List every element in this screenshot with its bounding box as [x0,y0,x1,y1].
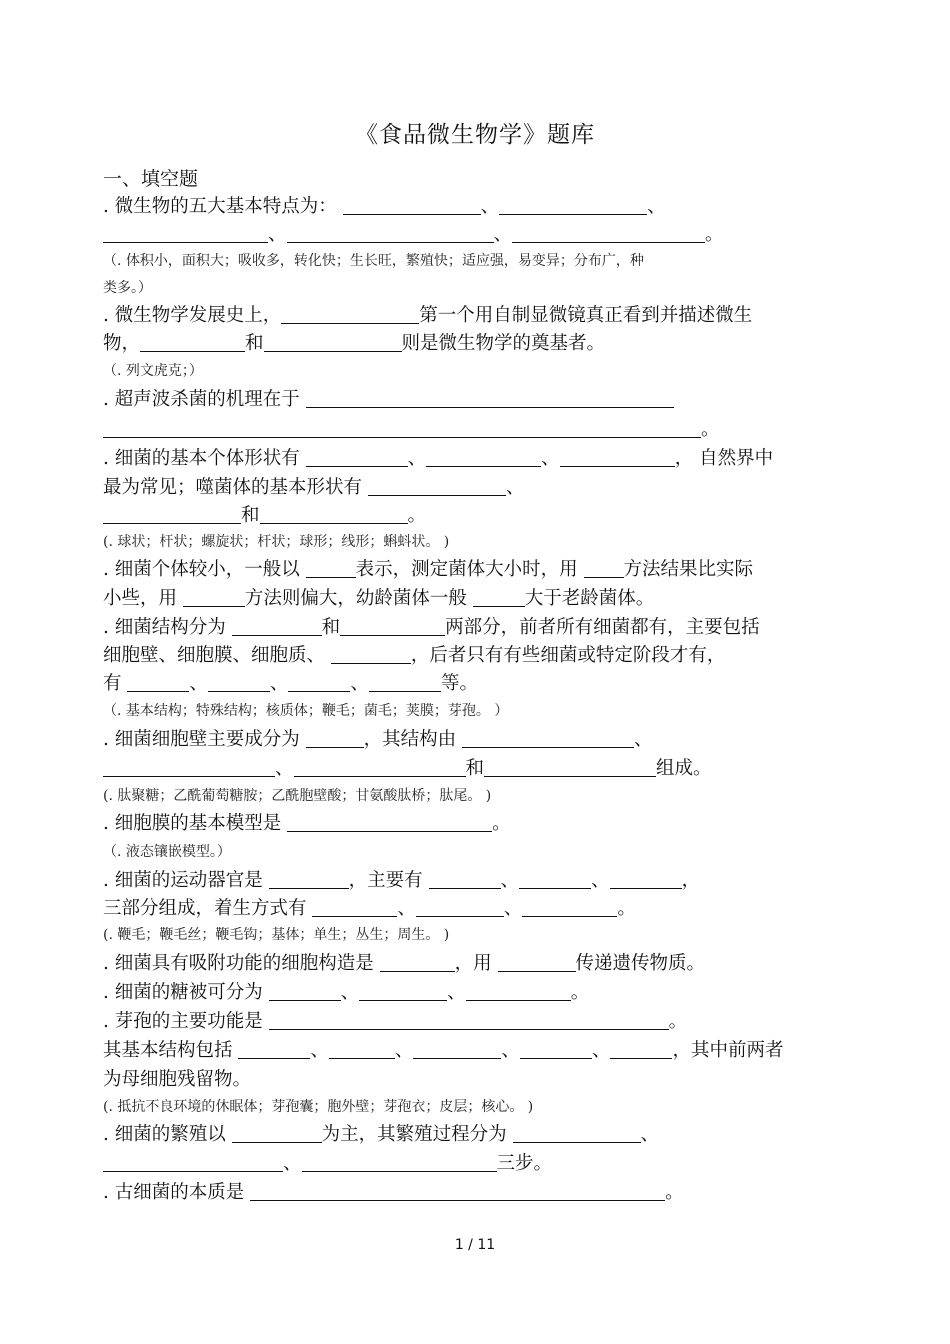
fill-in-blank [306,448,408,468]
section-heading: 一、填空题 [103,168,199,190]
fill-in-blank [103,224,268,244]
answer-line [103,249,841,274]
line-text: ， [681,870,701,891]
line-text: . 古细菌的本质是 [103,1182,251,1203]
line-text: 其基本结构包括 [103,1040,239,1061]
fill-in-blank [359,982,447,1002]
line-text: 、 [269,673,289,694]
fill-in-blank [329,1040,395,1060]
line-text: (. 鞭毛；鞭毛丝；鞭毛钩；基体；单生；丛生；周生。 ) [103,927,450,943]
line-text: 为母细胞残留物。 [103,1069,252,1090]
answer-line [103,922,841,949]
line-text: 、 [407,448,427,469]
fill-in-blank [260,505,408,525]
fill-in-blank [610,1040,672,1060]
line-text: 。 [492,813,511,834]
question-line [103,1178,841,1207]
line-text: . 细菌个体较小，一般以 [103,559,306,580]
line-text: 、 [591,870,610,891]
page-number: 1 / 11 [454,1237,496,1253]
line-text: ，用 [454,953,498,974]
question-line [103,613,841,642]
line-text: 方法则偏大，幼龄菌体一般 [244,588,473,609]
page-title: 《食品微生物学》题库 [355,122,595,148]
line-text: . 细菌结构分为 [103,617,232,638]
answer-line [103,783,841,810]
line-text: 和 [241,505,260,526]
question-line [103,502,841,529]
question-line [103,1149,841,1178]
line-text: 两部分，前者所有细菌都有，主要包括 [445,617,760,638]
line-text: 表示，测定菌体大小时，用 [355,559,584,580]
line-text: 小些，用 [103,588,183,609]
question-list [103,192,841,1207]
line-text: ，其结构由 [363,729,463,750]
question-line [103,895,841,922]
fill-in-blank [269,870,349,890]
line-text: . 微生物学发展史上， [103,305,282,326]
line-text: 方法结果比实际 [623,559,754,580]
fill-in-blank [306,389,674,409]
line-text: 、 [447,982,466,1003]
answer-line [103,697,841,725]
fill-in-blank [484,758,656,778]
line-text: 、 [647,196,666,217]
fill-in-blank [232,617,322,637]
fill-in-blank [513,1124,641,1144]
question-line [103,1007,841,1036]
fill-in-blank [269,1011,669,1031]
line-text: 、 [397,898,416,919]
fill-in-blank [519,870,591,890]
line-text: . 细菌的糖被可分为 [103,982,269,1003]
line-text: (. 肽聚糖；乙酰葡萄糖胺；乙酰胞壁酸；甘氨酸肽桥；肽尾。 ) [103,788,492,804]
line-text: （. 列文虎克；） [103,363,203,379]
fill-in-blank [369,673,441,693]
fill-in-blank [466,982,571,1002]
line-text: 。 [407,505,427,526]
line-text: ，后者只有有些细菌或特定阶段才有， [410,645,726,666]
line-text: 。 [705,224,724,245]
fill-in-blank [560,448,675,468]
line-text: . 超声波杀菌的机理在于 [103,389,306,410]
fill-in-blank [584,559,624,579]
question-line [103,473,841,502]
line-text: 、 [503,898,523,919]
line-text: 、 [640,1124,660,1145]
line-text: 、 [541,448,560,469]
fill-in-blank [140,333,245,353]
fill-in-blank [522,898,617,918]
fill-in-blank [331,645,411,665]
line-text: . 细菌的繁殖以 [103,1124,232,1145]
line-text: 为主，其繁殖过程分为 [321,1124,513,1145]
line-text: 第一个用自制显微镜真正看到并描述微生 [419,305,753,326]
question-line [103,949,841,978]
fill-in-blank [127,673,189,693]
line-text: 组成。 [656,758,712,779]
question-line [103,444,841,473]
line-text: . 细菌的基本个体形状有 [103,448,306,469]
line-text: . 细胞膜的基本模型是 [103,813,288,834]
question-line [103,978,841,1007]
question-line [103,1065,841,1094]
fill-in-blank [250,1182,665,1202]
line-text: . 芽孢的主要功能是 [103,1011,269,1032]
line-text: 。 [668,1011,688,1032]
line-text: . 微生物的五大基本特点为： [103,196,343,217]
line-text: 。 [570,982,590,1003]
fill-in-blank [426,448,541,468]
line-text: 、 [500,870,520,891]
question-line [103,330,841,357]
fill-in-blank [368,477,506,497]
question-line [103,302,841,330]
line-text: 。 [701,419,720,440]
line-text: ， 自然界中 [674,448,774,469]
line-text: 、 [394,1040,414,1061]
question-line [103,192,841,221]
line-text: (. 抵抗不良环境的休眠体；芽孢囊；胞外壁；芽孢衣；皮层；核心。 ) [103,1099,534,1115]
line-text: 、 [501,1040,520,1061]
line-text: . 细菌具有吸附功能的细胞构造是 [103,953,380,974]
line-text: 、 [268,224,287,245]
line-text: 细胞壁、细胞膜、细胞质、 [103,645,331,666]
fill-in-blank [208,673,270,693]
fill-in-blank [264,333,402,353]
fill-in-blank [103,1153,283,1173]
answer-line [103,274,841,302]
line-text: ，主要有 [348,870,429,891]
line-text: 、 [480,196,500,217]
answer-line [103,357,841,385]
fill-in-blank [343,196,481,216]
fill-in-blank [232,1124,322,1144]
line-text: 等。 [440,673,478,694]
line-text: 传递遗传物质。 [575,953,706,974]
fill-in-blank [610,870,682,890]
question-line [103,385,841,415]
line-text: 有 [103,673,128,694]
answer-line [103,1094,841,1120]
question-line [103,415,841,444]
line-text: （. 体积小，面积大；吸收多，转化快；生长旺，繁殖快；适应强，易变异；分布广，种 [103,253,644,269]
fill-in-blank [103,505,241,525]
fill-in-blank [302,1153,497,1173]
fill-in-blank [462,729,634,749]
line-text: 和 [465,758,485,779]
fill-in-blank [498,953,576,973]
fill-in-blank [306,559,356,579]
line-text: 、 [634,729,653,750]
fill-in-blank [183,588,245,608]
line-text: . 细菌的运动器官是 [103,870,269,891]
line-text: （. 基本结构；特殊结构；核质体；鞭毛；菌毛；荚膜；芽孢。 ） [103,703,509,719]
fill-in-blank [429,870,501,890]
question-line [103,670,841,697]
line-text: 、 [505,477,525,498]
line-text: 、 [350,673,369,694]
question-line [103,810,841,838]
line-text: 、 [189,673,208,694]
fill-in-blank [340,617,445,637]
fill-in-blank [306,729,364,749]
question-line [103,555,841,584]
line-text: 、 [340,982,360,1003]
line-text: 物， [103,333,141,354]
answer-line [103,529,841,555]
line-text: 、 [275,758,294,779]
fill-in-blank [380,953,455,973]
fill-in-blank [287,813,492,833]
line-text: 。 [665,1182,684,1203]
fill-in-blank [287,224,494,244]
line-text: 三步。 [496,1153,553,1174]
line-text: 、 [591,1040,611,1061]
line-text: 类多。） [103,280,152,296]
fill-in-blank [281,305,419,325]
question-line [103,584,841,613]
line-text: (. 球状；杆状；螺旋状；杆状；球形；线形；蝌蚪状。 ) [103,534,450,550]
fill-in-blank [413,1040,501,1060]
line-text: 大于老龄菌体。 [524,588,655,609]
fill-in-blank [103,419,701,439]
fill-in-blank [416,898,504,918]
question-line [103,221,841,249]
line-text: 最为常见；噬菌体的基本形状有 [103,477,368,498]
line-text: 。 [617,898,636,919]
line-text: 和 [321,617,341,638]
line-text: （. 液态镶嵌模型。） [103,844,231,860]
line-text: ，其中前两者 [672,1040,784,1061]
fill-in-blank [512,224,705,244]
line-text: 三部分组成，着生方式有 [103,898,313,919]
question-line [103,1036,841,1065]
question-line [103,642,841,670]
line-text: . 细菌细胞壁主要成分为 [103,729,306,750]
fill-in-blank [294,758,466,778]
line-text: 则是微生物学的奠基者。 [401,333,606,354]
question-line [103,1120,841,1149]
fill-in-blank [520,1040,592,1060]
fill-in-blank [473,588,525,608]
line-text: 、 [310,1040,329,1061]
line-text: 和 [245,333,264,354]
line-text: 、 [493,224,513,245]
answer-line [103,838,841,866]
question-line [103,725,841,754]
fill-in-blank [103,758,275,778]
question-line [103,754,841,783]
fill-in-blank [238,1040,310,1060]
line-text: 、 [283,1153,302,1174]
question-line [103,866,841,895]
fill-in-blank [288,673,350,693]
fill-in-blank [269,982,341,1002]
fill-in-blank [499,196,647,216]
fill-in-blank [312,898,397,918]
